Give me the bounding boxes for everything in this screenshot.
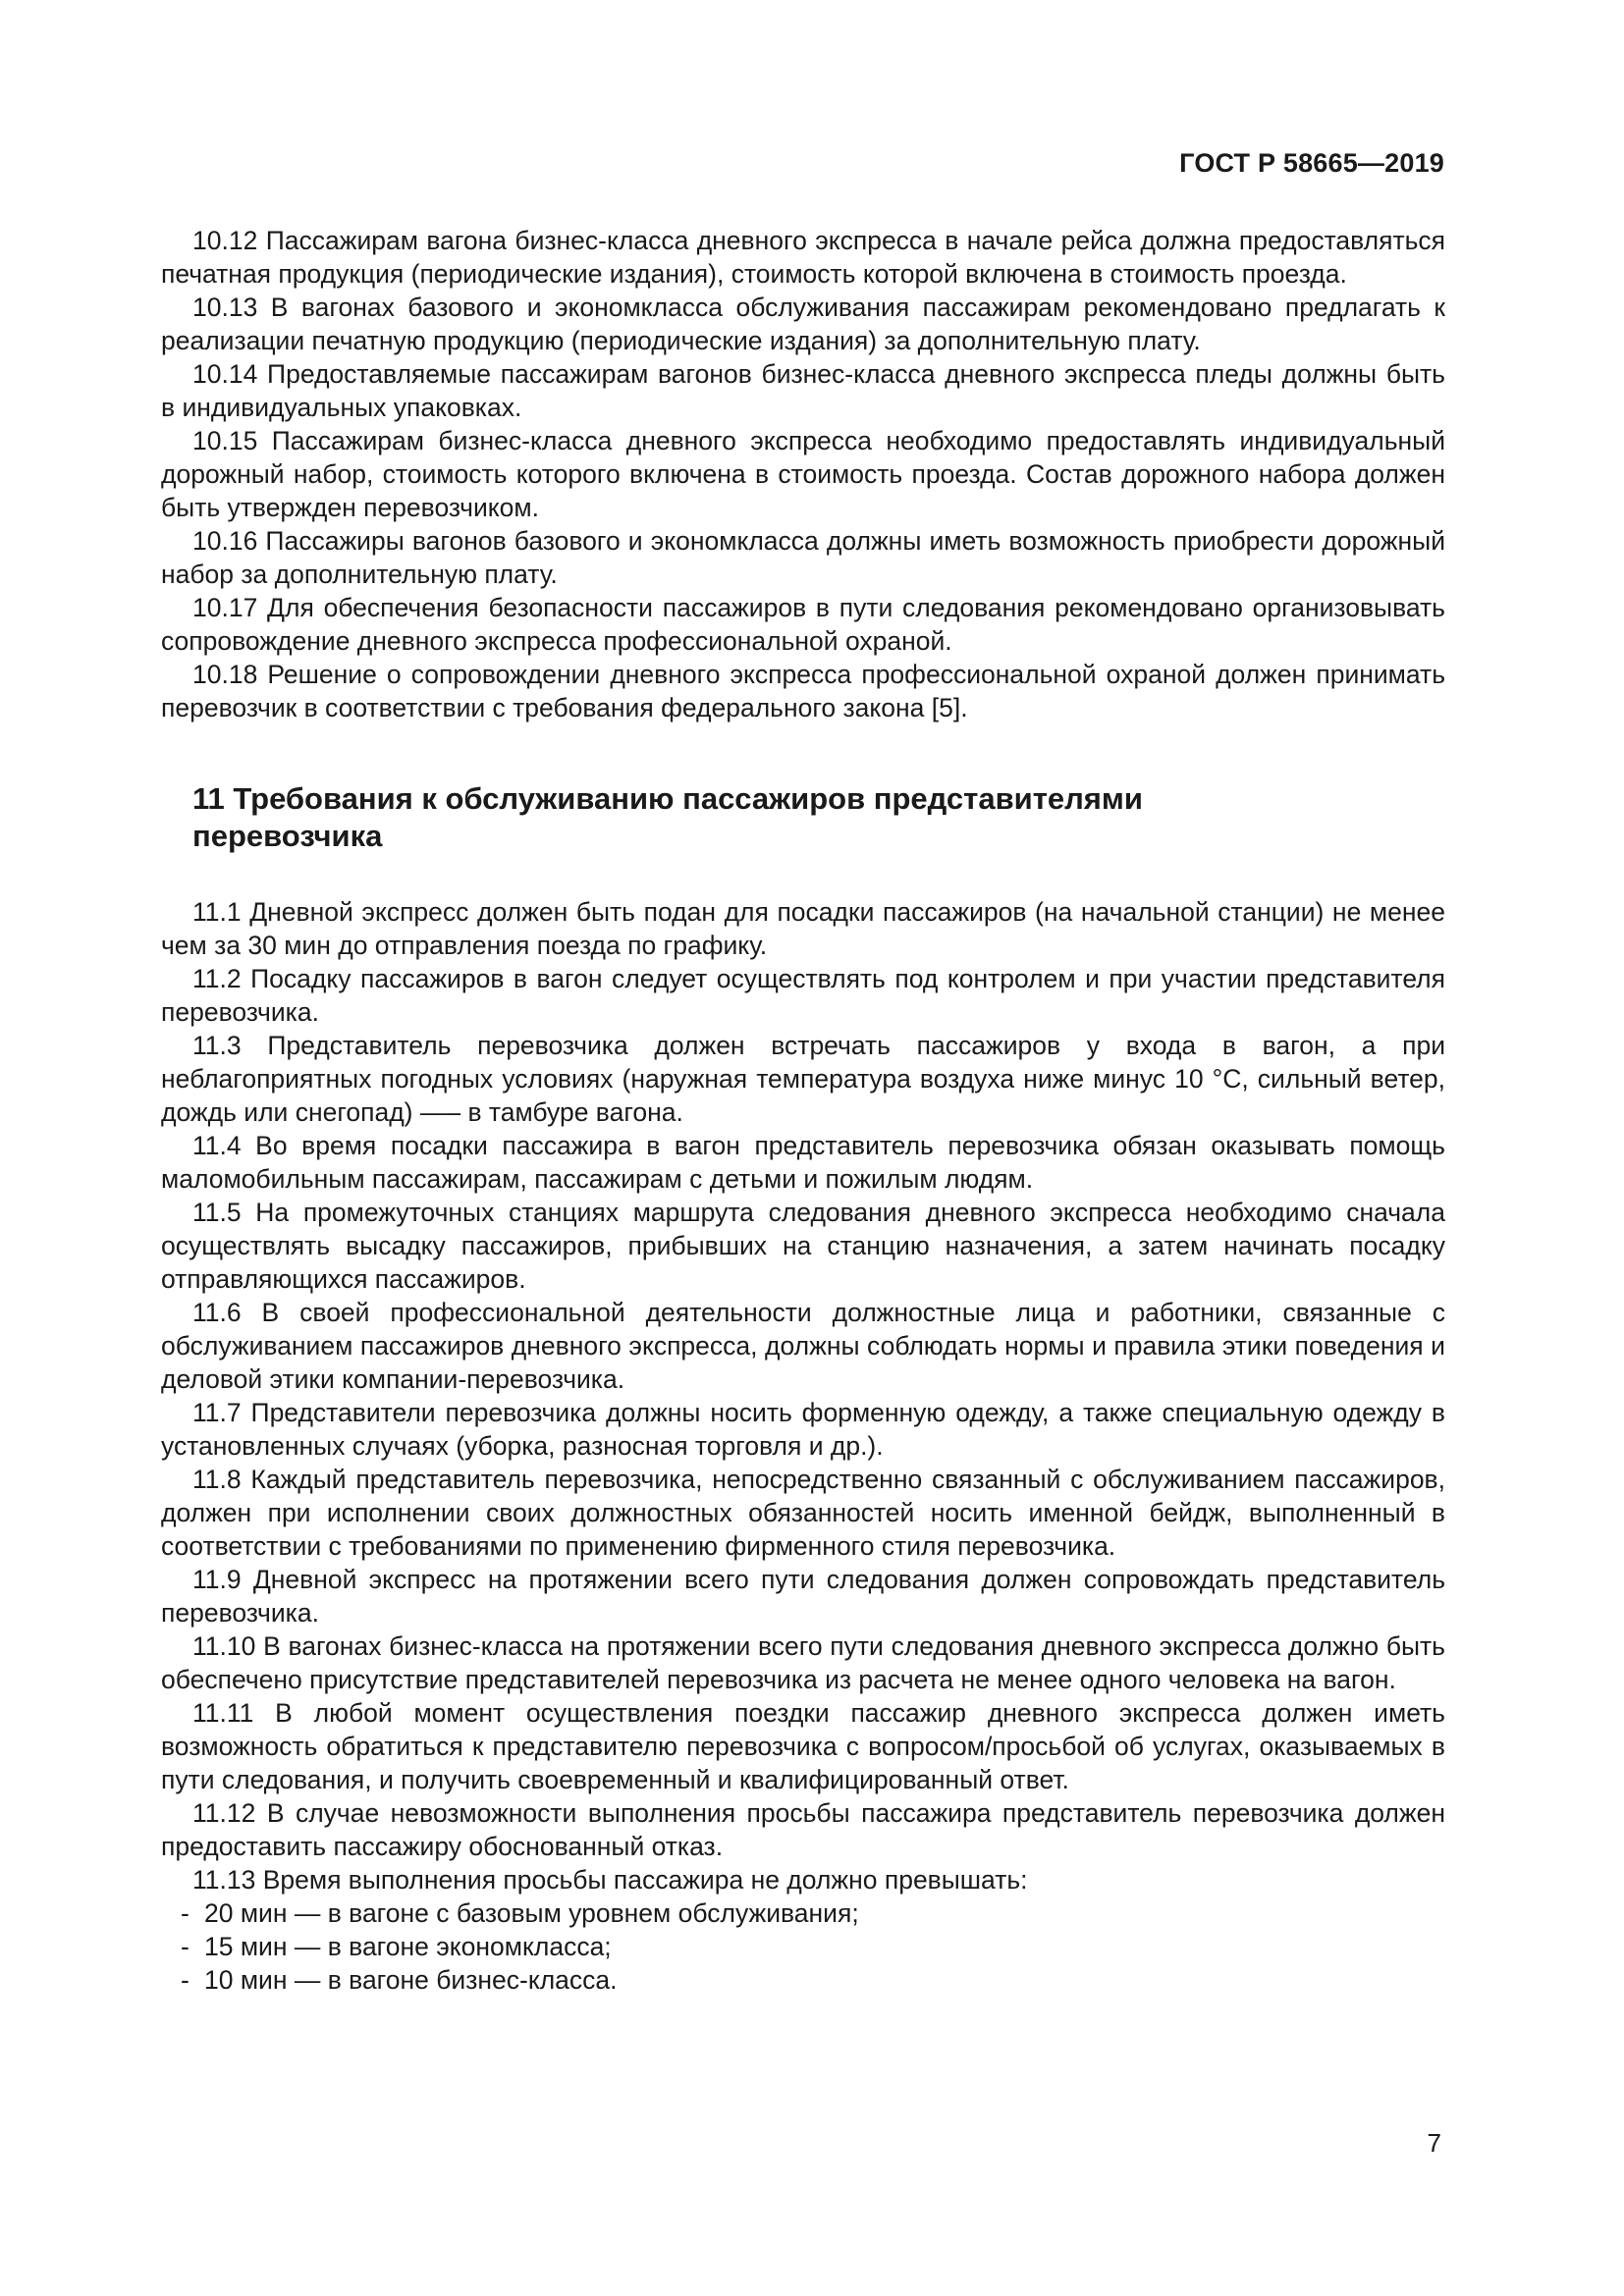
- list-marker: -: [181, 1932, 189, 1961]
- page-content: [161, 224, 1445, 1997]
- paragraph-10-18: 10.18 Решение о сопровождении дневного экспресса профессиональной охраной должен принимать перевозчик в соответствии с требования федерального закона [5].: [161, 660, 1445, 722]
- paragraph-11-8: 11.8 Каждый представитель перевозчика, непосредственно связанный с обслуживанием пассажиров, должен при исполнении своих должностных обязанностей носить именной бейдж, выполненный в соответствии с требованиями по применению фирменного стиля перевозчика.: [161, 1465, 1445, 1561]
- paragraph-11-11: 11.11 В любой момент осуществления поездки пассажир дневного экспресса должен иметь возможность обратиться к представителю перевозчика с вопросом/просьбой об услугах, оказываемых в пути следования, и получить своевременный и квалифицированный ответ.: [161, 1698, 1445, 1794]
- paragraph-11-4: 11.4 Во время посадки пассажира в вагон представитель перевозчика обязан оказывать помощь маломобильным пассажирам, пассажирам с детьми и пожилым людям.: [161, 1131, 1445, 1194]
- paragraph-11-6: 11.6 В своей профессиональной деятельности должностные лица и работники, связанные с обслуживанием пассажиров дневного экспресса, должны соблюдать нормы и правила этики поведения и деловой этики компании-перевозчика.: [161, 1298, 1445, 1394]
- list-marker: -: [181, 1898, 189, 1928]
- document-header: ГОСТ Р 58665—2019: [1179, 148, 1444, 178]
- list-item: [181, 1963, 1445, 1997]
- paragraph-11-3: 11.3 Представитель перевозчика должен встречать пассажиров у входа в вагон, а при неблагоприятных погодных условиях (наружная температура воздуха ниже минус 10 °С, сильный ветер, дождь или снегопад) —– в тамбуре вагона.: [161, 1031, 1445, 1127]
- time-limits-list: [161, 1896, 1445, 1997]
- paragraph-10-16: 10.16 Пассажиры вагонов базового и экономкласса должны иметь возможность приобрести дорожный набор за дополнительную плату.: [161, 526, 1445, 589]
- section-11: [161, 895, 1445, 1997]
- paragraph-11-2: 11.2 Посадку пассажиров в вагон следует осуществлять под контролем и при участии представителя перевозчика.: [161, 964, 1445, 1027]
- list-item: [181, 1930, 1445, 1963]
- paragraph-10-17: 10.17 Для обеспечения безопасности пассажиров в пути следования рекомендовано организовывать сопровождение дневного экспресса профессиональной охраной.: [161, 593, 1445, 656]
- list-item-text: 10 мин — в вагоне бизнес-класса.: [204, 1965, 618, 1995]
- paragraph-10-12: 10.12 Пассажирам вагона бизнес-класса дневного экспресса в начале рейса должна предоставляться печатная продукция (периодические издания), стоимость которой включена в стоимость проезда.: [161, 226, 1445, 289]
- paragraph-11-13: 11.13 Время выполнения просьбы пассажира не должно превышать:: [192, 1865, 1028, 1895]
- paragraph-11-12: 11.12 В случае невозможности выполнения просьбы пассажира представитель перевозчика должен предоставить пассажиру обоснованный отказ.: [161, 1798, 1445, 1861]
- section-11-heading: 11 Требования к обслуживанию пассажиров представителями перевозчика: [192, 781, 1143, 853]
- list-item-text: 20 мин — в вагоне с базовым уровнем обслуживания;: [204, 1898, 859, 1928]
- paragraph-11-9: 11.9 Дневной экспресс на протяжении всего пути следования должен сопровождать представитель перевозчика.: [161, 1565, 1445, 1628]
- section-10: [161, 224, 1445, 724]
- paragraph-11-1: 11.1 Дневной экспресс должен быть подан для посадки пассажиров (на начальной станции) не менее чем за 30 мин до отправления поезда по графику.: [161, 897, 1445, 960]
- paragraph-11-7: 11.7 Представители перевозчика должны носить форменную одежду, а также специальную одежду в установленных случаях (уборка, разносная торговля и др.).: [161, 1398, 1445, 1461]
- list-item-text: 15 мин — в вагоне экономкласса;: [204, 1932, 612, 1961]
- list-item: [181, 1896, 1445, 1930]
- paragraph-10-13: 10.13 В вагонах базового и экономкласса обслуживания пассажирам рекомендовано предлагать к реализации печатную продукцию (периодические издания) за дополнительную плату.: [161, 293, 1445, 355]
- paragraph-10-14: 10.14 Предоставляемые пассажирам вагонов бизнес-класса дневного экспресса пледы должны быть в индивидуальных упаковках.: [161, 359, 1445, 422]
- paragraph-11-10: 11.10 В вагонах бизнес-класса на протяжении всего пути следования дневного экспресса должно быть обеспечено присутствие представителей перевозчика из расчета не менее одного человека на вагон.: [161, 1631, 1445, 1694]
- paragraph-10-15: 10.15 Пассажирам бизнес-класса дневного экспресса необходимо предоставлять индивидуальный дорожный набор, стоимость которого включена в стоимость проезда. Состав дорожного набора должен быть утвержден перевозчиком.: [161, 426, 1445, 522]
- paragraph-11-5: 11.5 На промежуточных станциях маршрута следования дневного экспресса необходимо сначала осуществлять высадку пассажиров, прибывших на станцию назначения, а затем начинать посадку отправляющихся пассажиров.: [161, 1198, 1445, 1294]
- page-number: 7: [1427, 2128, 1441, 2158]
- list-marker: -: [181, 1965, 189, 1995]
